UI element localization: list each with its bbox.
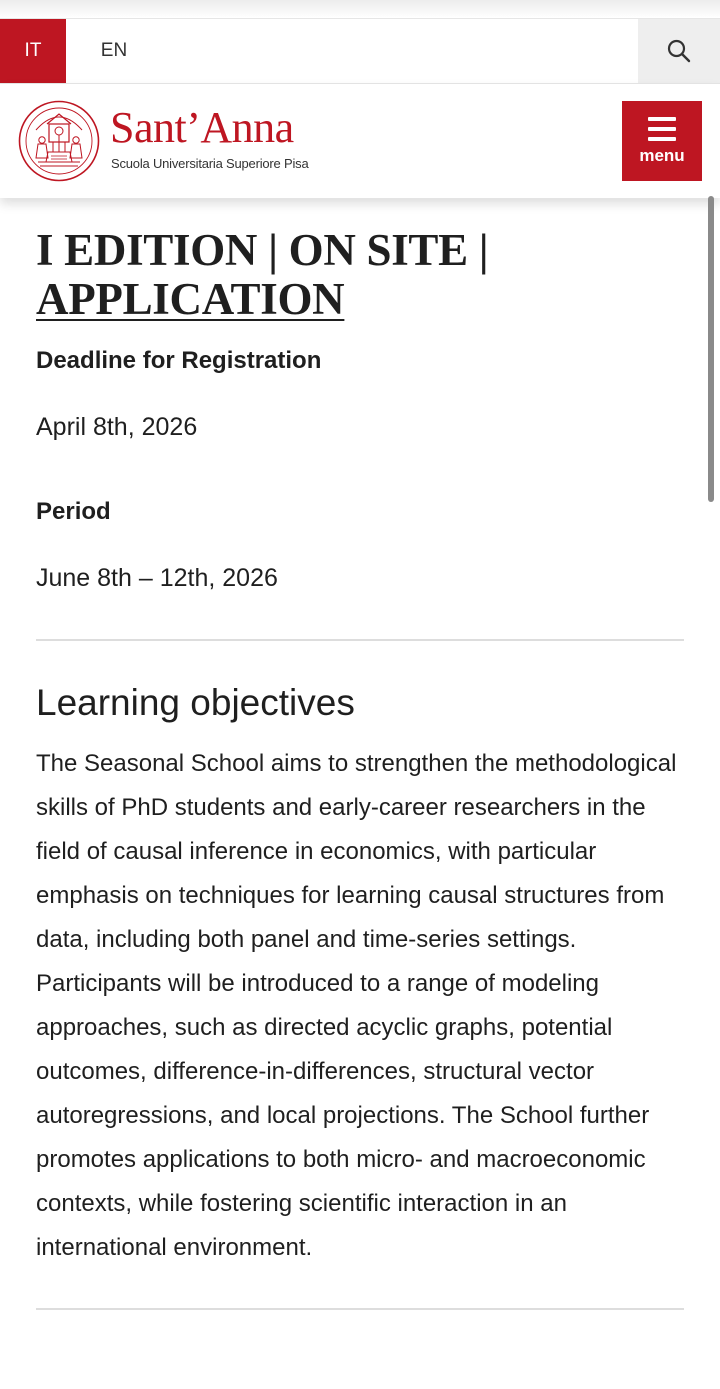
deadline-label: Deadline for Registration [36, 347, 322, 374]
page-title [36, 226, 684, 324]
divider [36, 639, 684, 641]
menu-button[interactable] [622, 101, 702, 181]
search-icon [666, 38, 692, 64]
brand-name[interactable]: Sant’Anna [110, 103, 294, 152]
main-content [36, 226, 684, 1310]
language-en-button[interactable]: EN [100, 40, 128, 61]
language-bar [0, 18, 720, 83]
page-title-text: I EDITION | ON SITE | [36, 225, 489, 275]
language-it-button[interactable]: IT [0, 19, 66, 83]
brand-subtitle: Scuola Universitaria Superiore Pisa [111, 156, 309, 171]
language-bar-spacer [162, 19, 638, 83]
site-header [0, 83, 720, 198]
deadline-value: April 8th, 2026 [36, 413, 198, 441]
search-button[interactable] [638, 19, 720, 83]
divider-bottom [36, 1308, 684, 1310]
seal-logo[interactable] [18, 100, 100, 182]
section-title: Learning objectives [36, 682, 355, 723]
menu-label: menu [639, 145, 685, 165]
period-value: June 8th – 12th, 2026 [36, 564, 278, 592]
application-link[interactable]: APPLICATION [36, 274, 345, 324]
top-fade [0, 0, 720, 18]
hamburger-icon [648, 117, 676, 141]
learning-objectives-paragraph: The Seasonal School aims to strengthen the methodological skills of PhD students and early-career researchers in the field of causal inference in economics, with particular emphasis on techniques for learning causal structures from data, including both panel and time-series settings. Participants will be introduced to a range of modeling approaches, such as directed acyclic graphs, potential outcomes, difference-in-differences, structural vector autoregressions, and local projections. The School further promotes applications to both micro- and macroeconomic contexts, while fostering scientific interaction in an international environment. [36, 750, 677, 1261]
scrollbar[interactable] [708, 196, 714, 502]
period-label: Period [36, 498, 111, 525]
